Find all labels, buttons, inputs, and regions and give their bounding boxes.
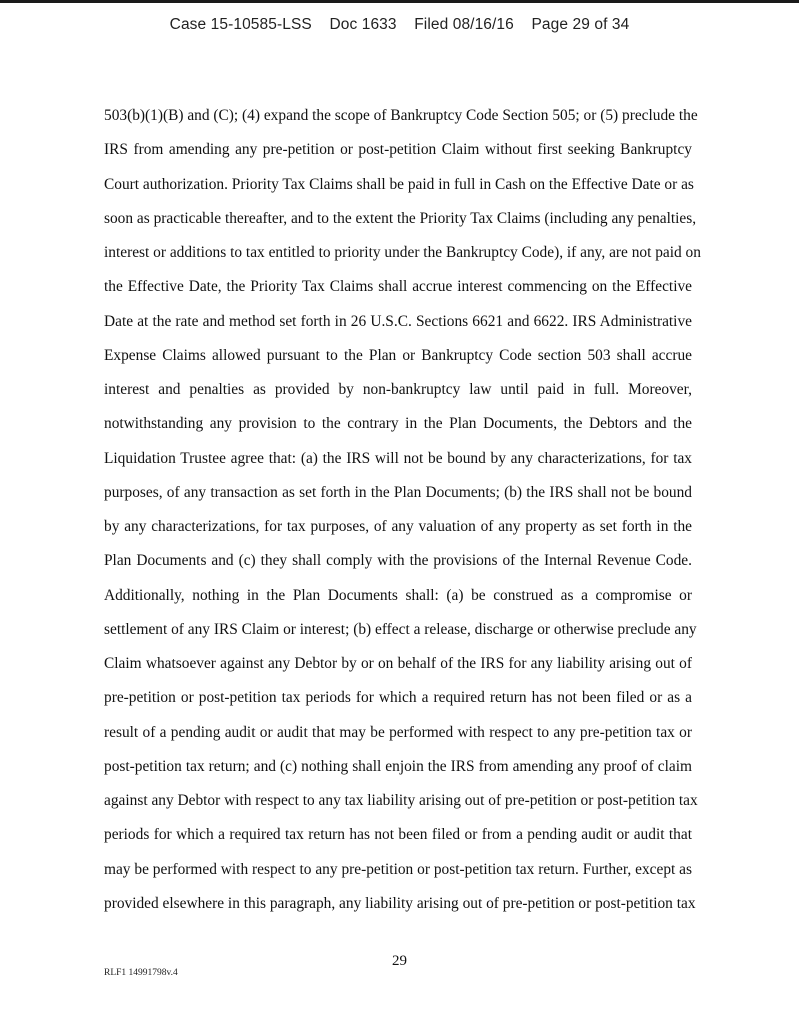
text-line: the Effective Date, the Priority Tax Claims shall accrue interest commencing on the Effective bbox=[104, 278, 692, 296]
text-line: settlement of any IRS Claim or interest; (b) effect a release, discharge or otherwise preclude any bbox=[104, 620, 697, 638]
text-line: Court authorization. Priority Tax Claims shall be paid in full in Cash on the Effective Date or as bbox=[104, 175, 694, 193]
text-line: by any characterizations, for tax purposes, of any valuation of any property as set forth in the bbox=[104, 518, 692, 535]
text-line: result of a pending audit or audit that may be performed with respect to any pre-petition tax or bbox=[104, 723, 692, 741]
text-line: purposes, of any transaction as set forth in the Plan Documents; (b) the IRS shall not be bound bbox=[104, 483, 692, 501]
text-line: periods for which a required tax return has not been filed or from a pending audit or audit that bbox=[104, 826, 692, 844]
text-line: Expense Claims allowed pursuant to the Plan or Bankruptcy Code section 503 shall accrue bbox=[104, 346, 692, 364]
page-number: 29 bbox=[392, 953, 407, 969]
text-line: may be performed with respect to any pre-petition or post-petition tax return. Further, except as bbox=[104, 860, 692, 878]
text-line: Liquidation Trustee agree that: (a) the IRS will not be bound by any characterizations, for tax bbox=[104, 449, 692, 467]
document-id: RLF1 14991798v.4 bbox=[104, 968, 178, 978]
text-line: post-petition tax return; and (c) nothing shall enjoin the IRS from amending any proof of claim bbox=[104, 757, 692, 775]
body-paragraph bbox=[104, 105, 701, 927]
text-line: 503(b)(1)(B) and (C); (4) expand the scope of Bankruptcy Code Section 505; or (5) preclude the bbox=[104, 107, 698, 124]
text-line: soon as practicable thereafter, and to the extent the Priority Tax Claims (including any penalties, bbox=[104, 209, 697, 227]
text-line: against any Debtor with respect to any tax liability arising out of pre-petition or post-petition tax bbox=[104, 792, 698, 809]
top-border-rule bbox=[0, 0, 799, 3]
text-line: pre-petition or post-petition tax periods for which a required return has not been filed or as a bbox=[104, 689, 692, 707]
text-line: IRS from amending any pre-petition or post-petition Claim without first seeking Bankruptcy bbox=[104, 141, 692, 159]
text-line: Date at the rate and method set forth in 26 U.S.C. Sections 6621 and 6622. IRS Administrative bbox=[104, 312, 692, 330]
text-line: Additionally, nothing in the Plan Documents shall: (a) be construed as a compromise or bbox=[104, 586, 692, 604]
text-line: notwithstanding any provision to the contrary in the Plan Documents, the Debtors and the bbox=[104, 415, 692, 433]
text-line: provided elsewhere in this paragraph, any liability arising out of pre-petition or post-petition tax bbox=[104, 894, 696, 912]
text-line: interest and penalties as provided by non-bankruptcy law until paid in full. Moreover, bbox=[104, 381, 692, 398]
text-line: interest or additions to tax entitled to priority under the Bankruptcy Code), if any, are not paid on bbox=[104, 244, 701, 261]
text-line: Claim whatsoever against any Debtor by or on behalf of the IRS for any liability arising out of bbox=[104, 655, 692, 672]
text-line: Plan Documents and (c) they shall comply with the provisions of the Internal Revenue Code. bbox=[104, 552, 692, 570]
case-header: Case 15-10585-LSS Doc 1633 Filed 08/16/16 Page 29 of 34 bbox=[169, 16, 630, 33]
